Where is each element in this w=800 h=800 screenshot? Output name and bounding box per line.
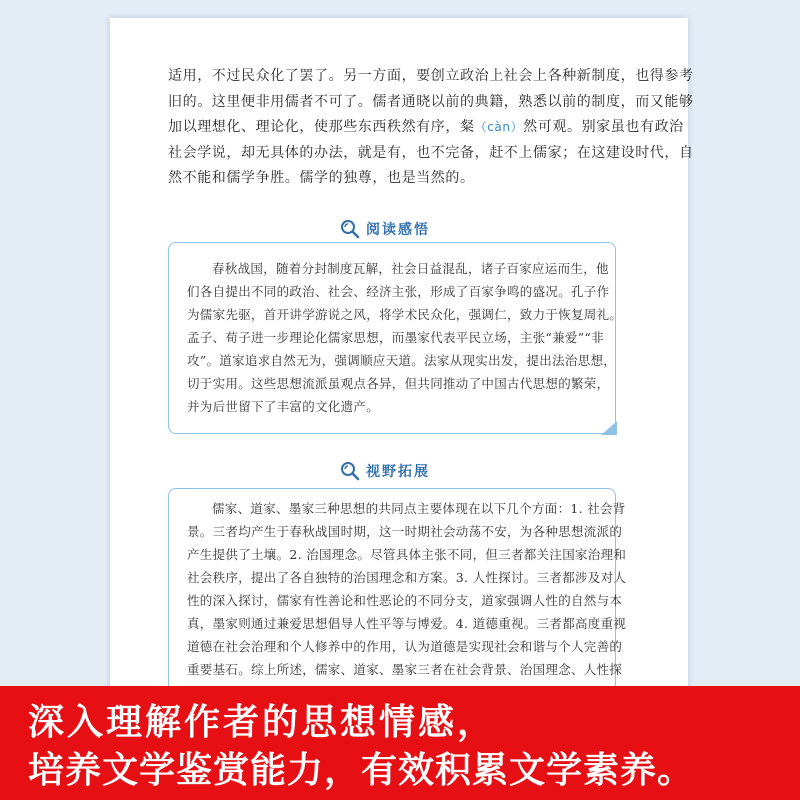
text-line: 攻”。道家追求自然无为，强调顺应天道。法家从现实出发，提出法治思想， (187, 353, 617, 368)
section-title-extension (340, 458, 430, 484)
pinyin-annotation: （càn） (474, 120, 524, 134)
annotated-char: 粲 (460, 119, 475, 135)
promo-banner (0, 686, 800, 800)
section-title-text: 阅读感悟 (366, 222, 430, 238)
body-line: 加以理想化、理论化，使那些东西秩然有序，粲（càn）然可观。别家虽也有政治 (168, 119, 684, 135)
body-line: 旧的。这里便非用儒者不可了。儒者通晓以前的典籍，熟悉以前的制度，而又能够 (168, 93, 694, 110)
text-line: 儒家、道家、墨家三种思想的共同点主要体现在以下几个方面：1. 社会背 (212, 501, 626, 516)
body-line: 然不能和儒学争胜。儒学的独尊，也是当然的。 (168, 170, 475, 186)
body-line: 社会学说，却无具体的办法，就是有，也不完备，赶不上儒家；在这建设时代，自 (168, 144, 694, 161)
text-line: 重要基石。综上所述，儒家、道家、墨家三者在社会背景、治国理念、人性探 (187, 662, 623, 677)
banner-line-2: 培养文学鉴赏能力，有效积累文学素养。 (28, 750, 695, 791)
text-line: 为儒家先驱，首开讲学游说之风，将学术民众化，强调仁，致力于恢复周礼。 (187, 307, 623, 322)
text-line: 产生提供了土壤。2. 治国理念。尽管具体主张不同，但三者都关注国家治理和 (187, 547, 627, 562)
text-line: 真，墨家则通过兼爱思想倡导人性平等与博爱。4. 道德重视。三者都高度重视 (187, 616, 627, 631)
text-line: 们各自提出不同的政治、社会、经济主张，形成了百家争鸣的盛况。孔子作 (187, 284, 610, 299)
text-line: 切于实用。这些思想流派虽观点各异，但共同推动了中国古代思想的繁荣， (187, 376, 610, 391)
body-paragraph (168, 64, 694, 192)
reading-reflection-box (168, 242, 623, 434)
text-line: 并为后世留下了丰富的文化遗产。 (187, 399, 380, 414)
page-fold-icon (601, 421, 617, 435)
extension-text (187, 497, 627, 704)
section-title-reading (340, 216, 430, 242)
section-title-text: 视野拓展 (366, 464, 430, 480)
text-line: 道德在社会治理和个人修养中的作用，认为道德是实现社会和谐与个人完善的 (187, 639, 623, 654)
magnifier-icon (340, 219, 360, 239)
text-line: 孟子、荀子进一步理论化儒家思想，而墨家代表平民立场，主张“兼爱”“非 (187, 330, 604, 345)
magnifier-icon (340, 461, 360, 481)
text-line: 景。三者均产生于春秋战国时期，这一时期社会动荡不安，为各种思想流派的 (187, 524, 623, 539)
body-line: 适用，不过民众化了罢了。另一方面，要创立政治上社会上各种新制度，也得参考 (168, 68, 694, 84)
text-line: 性的深入探讨，儒家有性善论和性恶论的不同分支，道家强调人性的自然与本 (187, 593, 623, 608)
banner-line-1: 深入理解作者的思想情感， (28, 702, 497, 743)
reflection-text (187, 257, 623, 418)
text-line: 社会秩序，提出了各自独特的治国理念和方案。3. 人性探讨。三者都涉及对人 (187, 570, 627, 585)
text-line: 春秋战国，随着分封制度瓦解，社会日益混乱，诸子百家应运而生，他 (212, 261, 609, 276)
